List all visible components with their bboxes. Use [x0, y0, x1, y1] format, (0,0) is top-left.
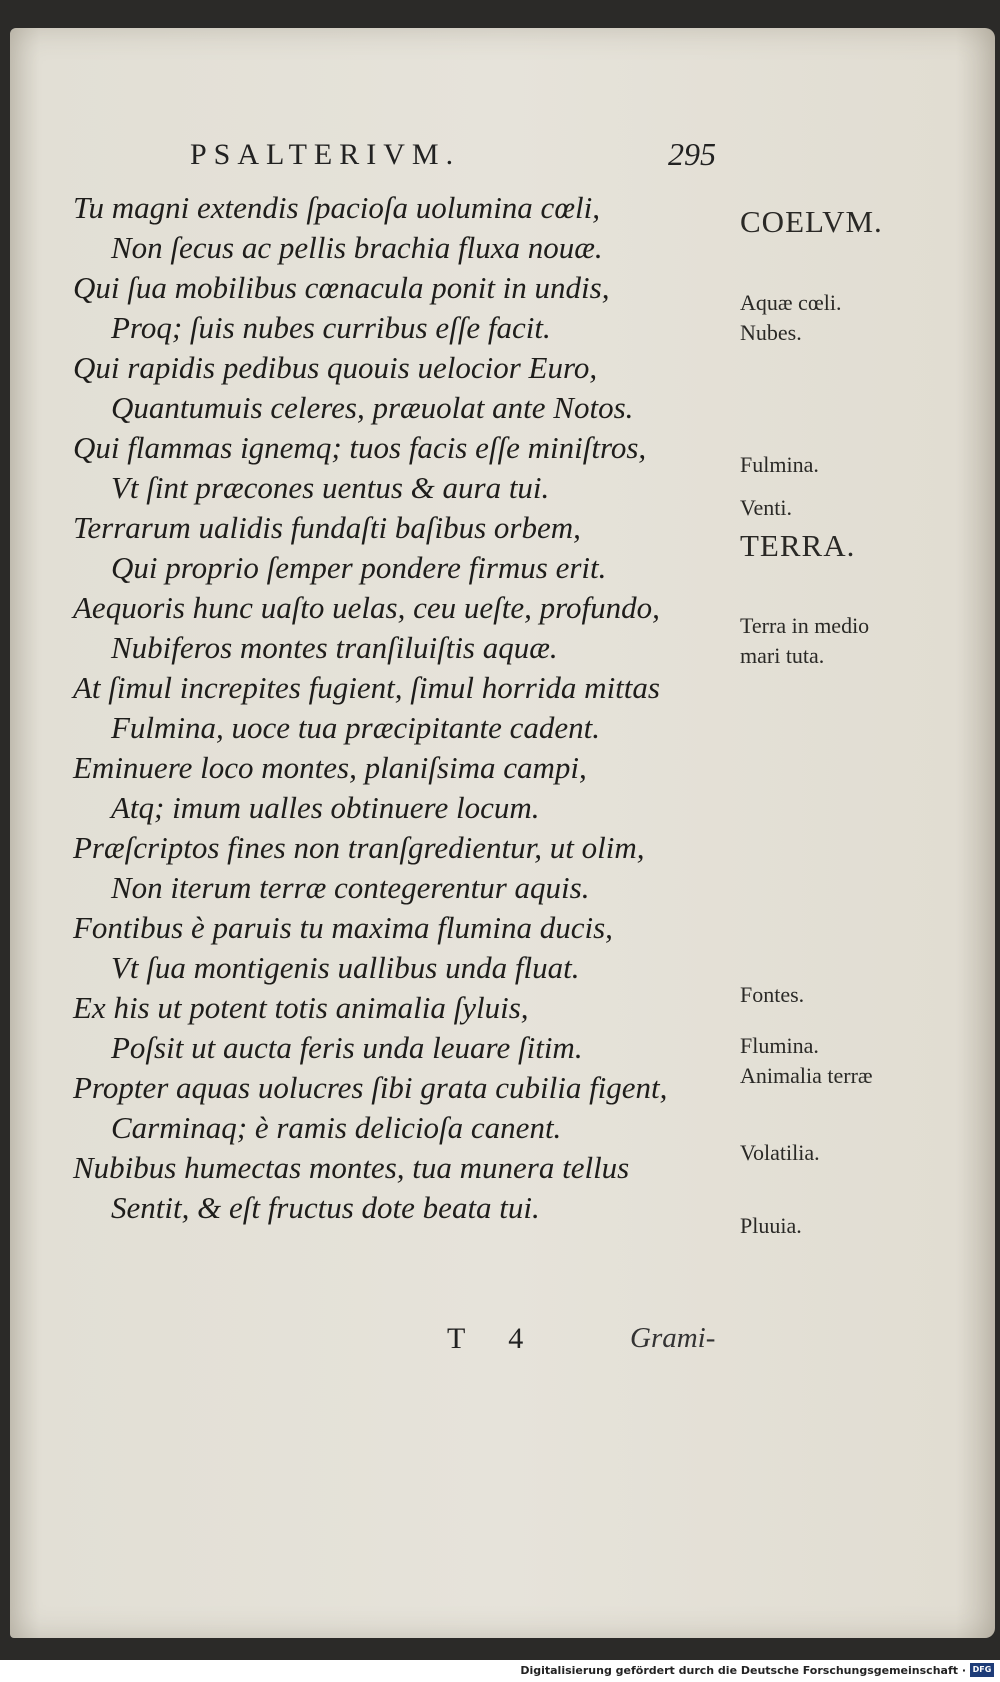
verse-line: Eminuere loco montes, planiſsima campi,	[73, 750, 587, 785]
verse-line: Ex his ut potent totis animalia ſyluis,	[73, 990, 529, 1025]
margin-note: Animalia terræ	[740, 1063, 873, 1088]
margin-note: Flumina.	[740, 1033, 819, 1058]
verse-line: Terrarum ualidis fundaſti baſibus orbem,	[73, 510, 581, 545]
margin-note: mari tuta.	[740, 643, 825, 668]
margin-note: Fulmina.	[740, 452, 819, 477]
margin-note: Nubes.	[740, 320, 802, 345]
margin-note: Fontes.	[740, 982, 805, 1007]
margin-note-coelum: COELVM.	[740, 204, 883, 239]
verse-line: Qui proprio ſemper pondere firmus erit.	[111, 550, 607, 585]
verse-line: Fontibus è paruis tu maxima flumina ducis,	[73, 910, 613, 945]
margin-note-terra: TERRA.	[740, 528, 856, 563]
verse-line: Præſcriptos fines non tranſgredientur, ut olim,	[73, 830, 645, 865]
verse-line: Nubiferos montes tranſiluiſtis aquæ.	[111, 630, 558, 665]
page-number: 295	[668, 136, 716, 172]
margin-note: Pluuia.	[740, 1213, 802, 1238]
running-title: PSALTERIVM.	[190, 138, 461, 171]
verse-line: Nubibus humectas montes, tua munera tellus	[73, 1150, 630, 1185]
verse-line: Sentit, & eſt fructus dote beata tui.	[111, 1190, 540, 1225]
margin-note: Terra in medio	[740, 613, 870, 638]
verse-line: Proq; ſuis nubes curribus eſſe facit.	[111, 310, 551, 345]
dfg-logo: DFG	[970, 1663, 994, 1677]
catchword: Grami-	[630, 1322, 716, 1354]
verse-line: Non iterum terræ contegerentur aquis.	[111, 870, 590, 905]
verse-line: Atq; imum ualles obtinuere locum.	[111, 790, 540, 825]
verse-line: Qui flammas ignemq; tuos facis eſſe miniſtros,	[73, 430, 647, 465]
margin-note: Venti.	[740, 495, 792, 520]
digitization-credit: Digitalisierung gefördert durch die Deutsche Forschungsgemeinschaft ·	[520, 1664, 966, 1677]
verse-line: Fulmina, uoce tua præcipitante cadent.	[111, 710, 601, 745]
margin-note: Volatilia.	[740, 1140, 820, 1165]
verse-line: Tu magni extendis ſpacioſa uolumina cœli,	[73, 190, 600, 225]
margin-note: Aquæ cœli.	[740, 290, 842, 315]
verse-line: Propter aquas uolucres ſibi grata cubilia figent,	[73, 1070, 668, 1105]
verse-line: Vt ſint præcones uentus & aura tui.	[111, 470, 550, 505]
verse-line: Non ſecus ac pellis brachia fluxa nouæ.	[111, 230, 603, 265]
verse-line: Aequoris hunc uaſto uelas, ceu ueſte, profundo,	[73, 590, 660, 625]
signature-mark: T 4	[447, 1322, 542, 1355]
verse-line: At ſimul increpites fugient, ſimul horrida mittas	[73, 670, 660, 705]
verse-line: Poſsit ut aucta feris unda leuare ſitim.	[111, 1030, 583, 1065]
verse-line: Vt ſua montigenis uallibus unda fluat.	[111, 950, 580, 985]
verse-line: Qui rapidis pedibus quouis uelocior Euro,	[73, 350, 598, 385]
verse-line: Qui ſua mobilibus cœnacula ponit in undis,	[73, 270, 610, 305]
verse-line: Quantumuis celeres, præuolat ante Notos.	[111, 390, 634, 425]
verse-line: Carminaq; è ramis delicioſa canent.	[111, 1110, 562, 1145]
